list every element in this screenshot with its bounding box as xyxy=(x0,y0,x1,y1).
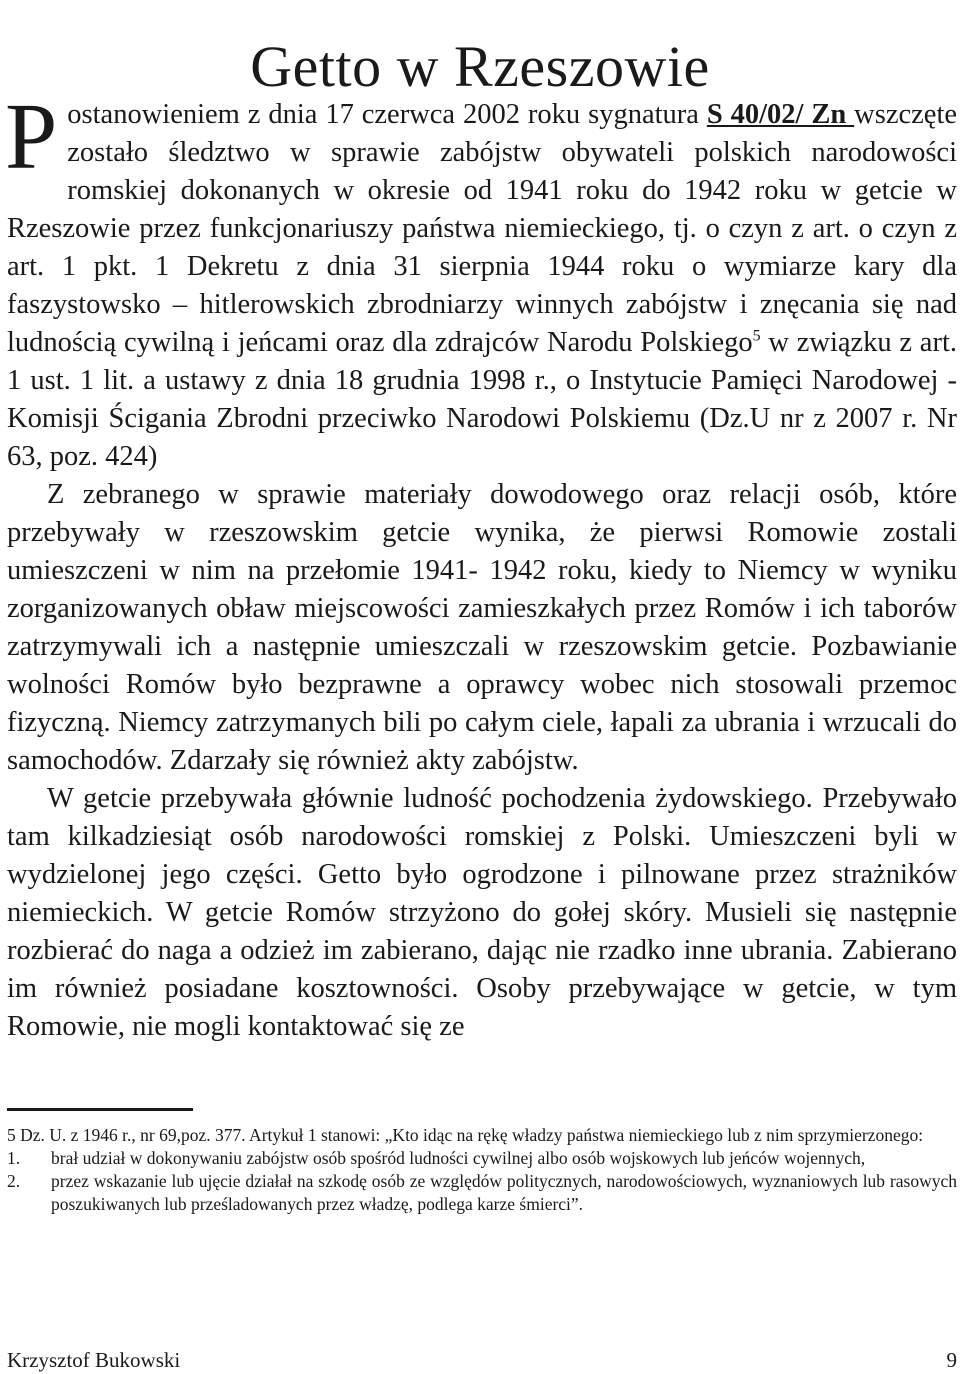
paragraph-1-text-a: ostanowieniem z dnia 17 czerwca 2002 roku sygnatura xyxy=(67,99,707,130)
footnote-item-number: 1. xyxy=(7,1148,21,1168)
case-reference: S 40/02/ Zn xyxy=(706,99,855,130)
footnote-text: 5 Dz. U. z 1946 r., nr 69,poz. 377. Artykuł 1 stanowi: „Kto idąc na rękę władzy państwa niemieckiego lub z nim sprzymierzonego: xyxy=(7,1125,924,1145)
footnote-item-1 xyxy=(7,1147,957,1170)
paragraph-2: Z zebranego w sprawie materiały dowodowego oraz relacji osób, które przebywały w rzeszowskim getcie wynika, że pierwsi Romowie zostali umieszczeni w nim na przełomie 1941- 1942 roku, kiedy to Niemcy w wyniku zorganizowanych obław miejscowości zamieszkałych przez Romów i ich taborów zatrzymywali ich a następnie umieszczali w rzeszowskim getcie. Pozbawianie wolności Romów było bezprawne a oprawcy wobec nich stosowali przemoc fizyczną. Niemcy zatrzymanych bili po całym ciele, łapali za ubrania i wrzucali do samochodów. Zdarzały się również akty zabójstw. xyxy=(7,479,957,776)
footnote-marker[interactable]: 5 xyxy=(752,327,761,345)
footnote-item-2 xyxy=(7,1170,957,1216)
footnote-separator xyxy=(7,1108,193,1111)
footnote-item-text: brał udział w dokonywaniu zabójstw osób spośród ludności cywilnej albo osób wojskowych lub jeńców wojennych, xyxy=(51,1148,866,1168)
footnote xyxy=(7,1124,957,1216)
paragraph-1-text-b: wszczęte zostało śledztwo w sprawie zabójstw obywateli polskich narodowości romskiej dokonanych w okresie od 1941 roku do 1942 roku w getcie w Rzeszowie przez funkcjonariuszy państwa niemieckiego, tj. o czyn z art. o czyn z art. 1 pkt. 1 Dekretu z dnia 31 sierpnia 1944 roku o wymiarze kary dla faszystowsko – hitlerowskich zbrodniarzy winnych zabójstw i znęcania się nad ludnością cywilną i jeńcami oraz dla zdrajców Narodu Polskiego xyxy=(7,99,958,358)
paragraph-1 xyxy=(5,85,958,476)
page-title: Getto w Rzeszowie xyxy=(250,33,710,99)
footnote-item-number: 2. xyxy=(7,1171,21,1191)
paragraph-3: W getcie przebywała głównie ludność pochodzenia żydowskiego. Przebywało tam kilkadziesiąt osób narodowości romskiej z Polski. Umieszczeni byli w wydzielonej jego części. Getto było ogrodzone i pilnowane przez strażników niemieckich. W getcie Romów strzyżono do gołej skóry. Musieli się następnie rozbierać do naga a odzież im zabierano, dając nie rzadko inne ubrania. Zabierano im również posiadane kosztowności. Osoby przebywające w getcie, w tym Romowie, nie mogli kontaktować się ze xyxy=(7,783,957,1042)
page-number: 9 xyxy=(946,1348,957,1372)
footnote-item-text: przez wskazanie lub ujęcie działał na szkodę osób ze względów politycznych, narodowościowych, wyznaniowych lub rasowych poszukiwanych lub prześladowanych przez władzę, podlega karze śmierci”. xyxy=(51,1171,957,1214)
paragraph-1-text-c: w związku z art. 1 ust. 1 lit. a ustawy z dnia 18 grudnia 1998 r., o Instytucie Pamięci Narodowej - Komisji Ścigania Zbrodni przeciwko Narodowi Polskiemu (Dz.U nr z 2007 r. Nr 63, poz. 424) xyxy=(7,327,957,472)
article-body xyxy=(5,85,958,1046)
drop-cap: P xyxy=(5,85,58,189)
author-name: Krzysztof Bukowski xyxy=(7,1348,181,1372)
footnote-list xyxy=(7,1147,957,1216)
